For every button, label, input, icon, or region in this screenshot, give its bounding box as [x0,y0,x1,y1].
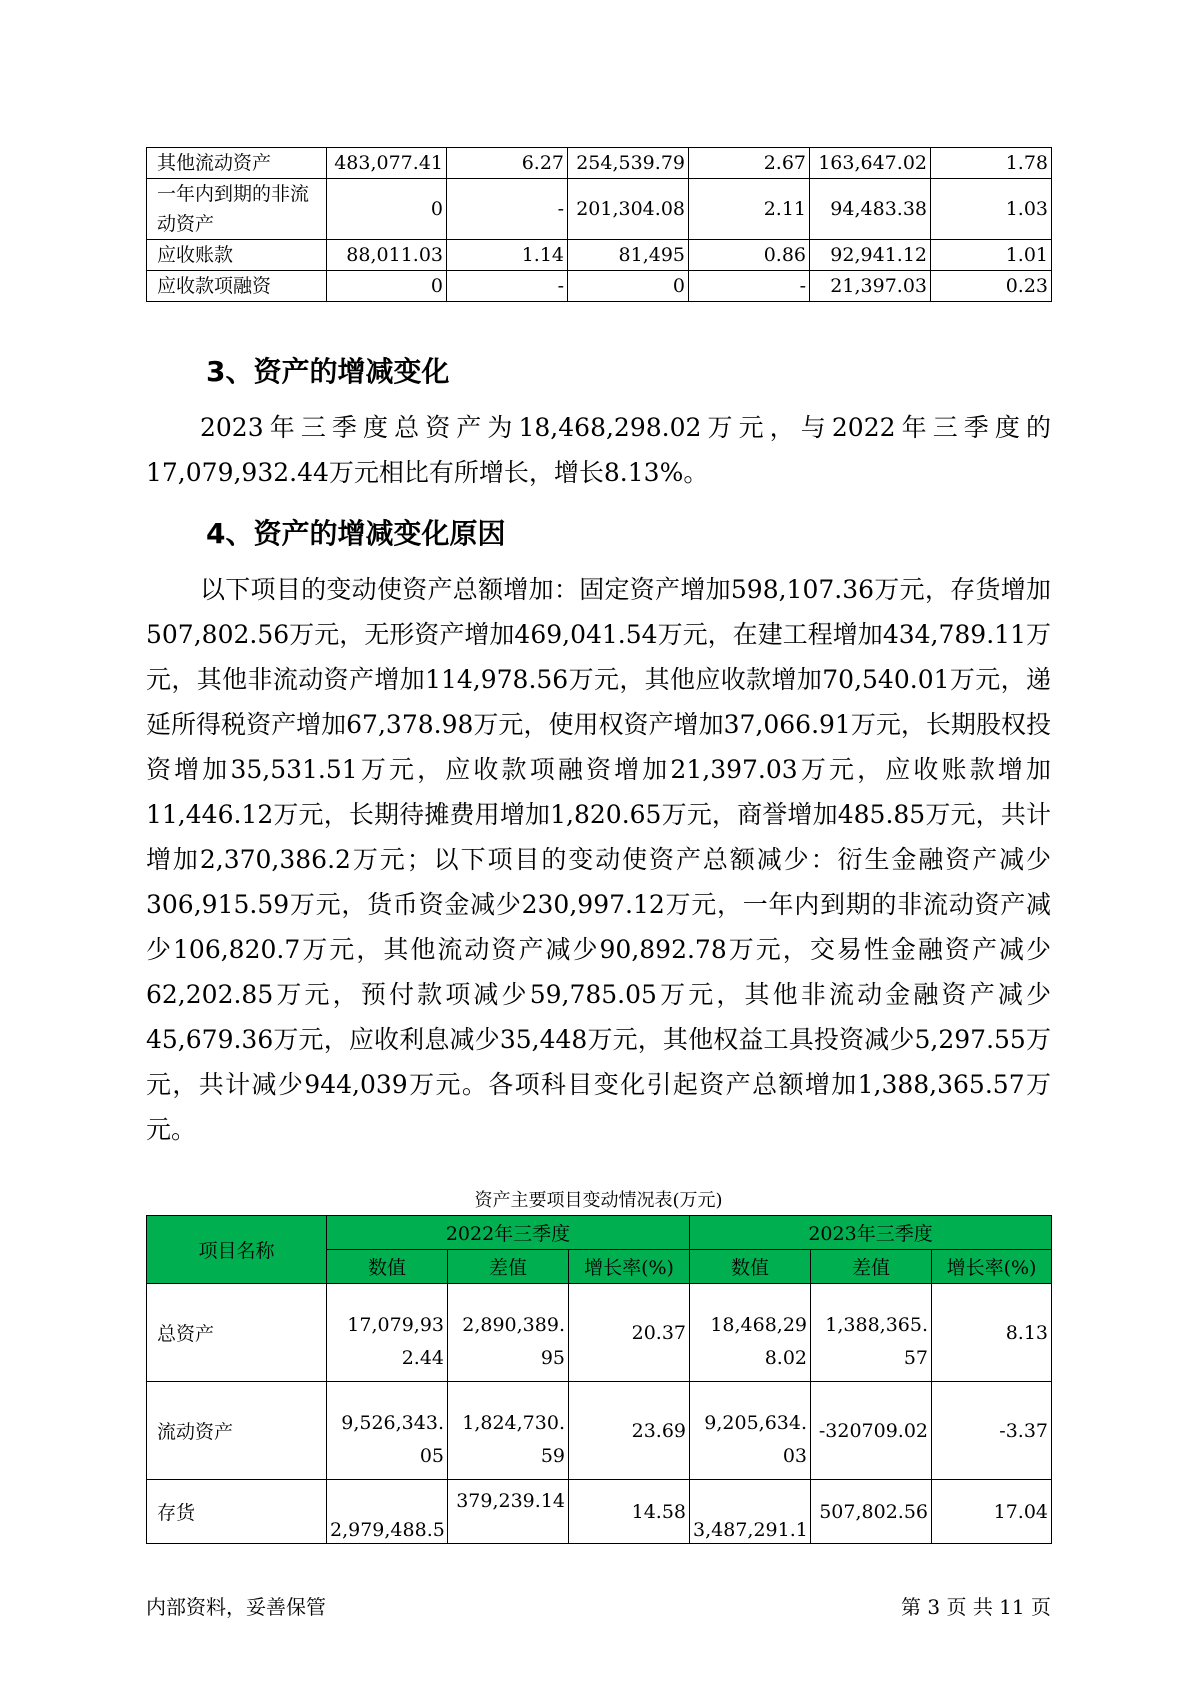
column-header-value: 数值 [690,1250,811,1284]
cell-diff: 379,239.14 [448,1480,569,1544]
asset-change-table [146,1215,1052,1544]
cell-rate: 17.04 [932,1480,1052,1544]
column-header-item: 项目名称 [147,1216,327,1284]
cell-percent: 6.27 [447,148,568,179]
row-name: 应收账款 [147,240,327,271]
cell-value: 201,304.08 [568,179,689,240]
row-name: 一年内到期的非流动资产 [147,179,327,240]
cell-percent: 1.01 [931,240,1052,271]
table-row [147,271,1052,302]
cell-percent: 2.67 [689,148,810,179]
section-paragraph-3: 2023年三季度总资产为18,468,298.02万元，与2022年三季度的17,079,932.44万元相比有所增长，增长8.13%。 [146,413,1051,487]
cell-percent: - [447,179,568,240]
cell-value: 81,495 [568,240,689,271]
row-name: 流动资产 [147,1382,327,1480]
cell-diff: 507,802.56 [811,1480,932,1544]
column-header-rate: 增长率(%) [932,1250,1052,1284]
cell-percent: - [447,271,568,302]
cell-percent: 0.23 [931,271,1052,302]
period-header-2022: 2022年三季度 [327,1216,690,1250]
cell-percent: 1.14 [447,240,568,271]
cell-value: 18,468,298.02 [690,1284,811,1382]
cell-value: 17,079,932.44 [327,1284,448,1382]
header-row [147,1216,1052,1250]
cell-value: 92,941.12 [810,240,931,271]
cell-value: 94,483.38 [810,179,931,240]
cell-percent: - [689,271,810,302]
cell-value: 0 [327,179,447,240]
cell-diff: 1,388,365.57 [811,1284,932,1382]
cell-percent: 0.86 [689,240,810,271]
asset-structure-table [146,147,1052,302]
row-name: 存货 [147,1480,327,1544]
cell-rate: 14.58 [569,1480,690,1544]
table-caption: 资产主要项目变动情况表(万元) [474,1190,723,1211]
cell-rate: 23.69 [569,1382,690,1480]
table-row [147,1284,1052,1382]
cell-value: 254,539.79 [568,148,689,179]
footer-page-number: 第 3 页 共 11 页 [901,1595,1051,1619]
footer-confidential-note: 内部资料，妥善保管 [146,1595,326,1619]
cell-value: 9,205,634.03 [690,1382,811,1480]
period-header-2023: 2023年三季度 [690,1216,1052,1250]
cell-percent: 1.03 [931,179,1052,240]
column-header-diff: 差值 [448,1250,569,1284]
cell-percent: 1.78 [931,148,1052,179]
column-header-value: 数值 [327,1250,448,1284]
section-heading-3: 3、资产的增减变化 [206,355,450,388]
cell-value: 0 [568,271,689,302]
cell-rate: 20.37 [569,1284,690,1382]
table-row [147,1480,1052,1544]
cell-rate: 8.13 [932,1284,1052,1382]
cell-value: 2,979,488.5 [327,1480,448,1544]
column-header-diff: 差值 [811,1250,932,1284]
cell-diff: 1,824,730.59 [448,1382,569,1480]
cell-value: 9,526,343.05 [327,1382,448,1480]
cell-value: 483,077.41 [327,148,447,179]
row-name: 应收款项融资 [147,271,327,302]
table-row [147,240,1052,271]
table-row [147,179,1052,240]
row-name: 其他流动资产 [147,148,327,179]
table-row [147,148,1052,179]
cell-percent: 2.11 [689,179,810,240]
section-paragraph-4: 以下项目的变动使资产总额增加：固定资产增加598,107.36万元，存货增加507,802.56万元，无形资产增加469,041.54万元，在建工程增加434,789.11万元，其他非流动资产增加114,978.56万元，其他应收款增加70,540.01万元，递延所得税资产增加67,378.98万元，使用权资产增加37,066.91万元，长期股权投资增加35,531.51万元，应收款项融资增加21,397.03万元，应收账款增加11,446.12万元，长期待摊费用增加1,820.65万元，商誉增加485.85万元，共计增加2,370,386.2万元；以下项目的变动使资产总额减少：衍生金融资产减少306,915.59万元，货币资金减少230,997.12万元，一年内到期的非流动资产减少106,820.7万元，其他流动资产减少90,892.78万元，交易性金融资产减少62,202.85万元，预付款项减少59,785.05万元，其他非流动金融资产减少45,679.36万元，应收利息减少35,448万元，其他权益工具投资减少5,297.55万元，共计减少944,039万元。各项科目变化引起资产总额增加1,388,365.57万元。 [146,575,1051,1144]
cell-diff: 2,890,389.95 [448,1284,569,1382]
cell-value: 163,647.02 [810,148,931,179]
cell-value: 3,487,291.1 [690,1480,811,1544]
cell-diff: -320709.02 [811,1382,932,1480]
section-heading-4: 4、资产的增减变化原因 [206,517,506,550]
table-row [147,1382,1052,1480]
cell-value: 21,397.03 [810,271,931,302]
cell-value: 88,011.03 [327,240,447,271]
cell-rate: -3.37 [932,1382,1052,1480]
row-name: 总资产 [147,1284,327,1382]
column-header-rate: 增长率(%) [569,1250,690,1284]
cell-value: 0 [327,271,447,302]
